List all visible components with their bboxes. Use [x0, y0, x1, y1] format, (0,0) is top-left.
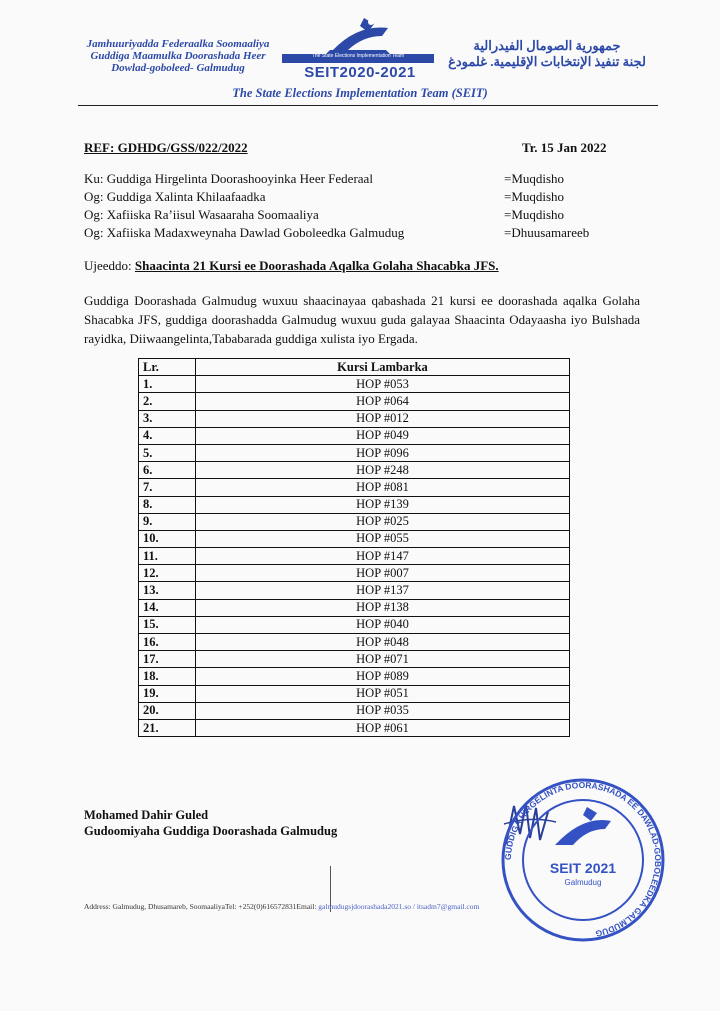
- seat-code: HOP #139: [196, 496, 570, 513]
- header-left-line-1: Jamhuuriyadda Federaalka Soomaaliya: [86, 38, 270, 50]
- table-row: [139, 702, 570, 719]
- official-seal-icon: [483, 775, 683, 945]
- subject-label: Ujeeddo:: [84, 258, 132, 273]
- recipient-location: =Muqdisho: [504, 189, 565, 204]
- table-row: [139, 427, 570, 444]
- seat-code: HOP #051: [196, 685, 570, 702]
- body-paragraph: Guddiga Doorashada Galmudug wuxuu shaacinayaa qabashada 21 kursi ee doorashada aqalka Golaha Shacabka JFS, guddiga doorashadda Galmudug wuxuu guda galayaa Shaacinta Odayaasha iyo Bulshada rayidka, Diiwaangelinta,Tababarada guddiga xulista iyo Ergada.: [84, 293, 640, 346]
- subject-line: [84, 258, 499, 274]
- recipient-text: Og: Xafiiska Madaxweynaha Dawlad Goboleedka Galmudug: [84, 225, 405, 240]
- seat-code: HOP #053: [196, 376, 570, 393]
- table-row: [139, 479, 570, 496]
- reference-number: REF: GDHDG/GSS/022/2022: [84, 140, 248, 155]
- row-number: 10.: [139, 530, 196, 547]
- seat-code: HOP #089: [196, 668, 570, 685]
- signatory-title: Gudoomiyaha Guddiga Doorashada Galmudug: [84, 824, 338, 838]
- recipient-text: Og: Xafiiska Ra’iisul Wasaaraha Soomaaliya: [84, 207, 319, 222]
- table-row: [139, 462, 570, 479]
- footer-email-link[interactable]: galmudugsjdoorashada2021.so / itsadm7@gmail.com: [318, 902, 480, 911]
- table-row: [139, 376, 570, 393]
- table-row: [139, 496, 570, 513]
- seal-title: SEIT 2021: [549, 860, 617, 876]
- table-row: [139, 668, 570, 685]
- table-header-row: [139, 359, 570, 376]
- row-number: 16.: [139, 634, 196, 651]
- column-header-seat: Kursi Lambarka: [196, 359, 570, 376]
- row-number: 3.: [139, 410, 196, 427]
- row-number: 2.: [139, 393, 196, 410]
- footer-address: Address: Galmudug, Dhusamareb, SoomaaliyaTel: +252(0)616572831Email:: [84, 902, 317, 911]
- table-row: [139, 444, 570, 461]
- row-number: 4.: [139, 427, 196, 444]
- table-row: [139, 548, 570, 565]
- row-number: 19.: [139, 685, 196, 702]
- row-number: 17.: [139, 651, 196, 668]
- row-number: 11.: [139, 548, 196, 565]
- row-number: 9.: [139, 513, 196, 530]
- seat-code: HOP #025: [196, 513, 570, 530]
- table-row: [139, 530, 570, 547]
- seat-code: HOP #035: [196, 702, 570, 719]
- signatory-name: Mohamed Dahir Guled: [84, 808, 209, 822]
- row-number: 15.: [139, 616, 196, 633]
- column-header-number: Lr.: [139, 359, 196, 376]
- seat-code: HOP #012: [196, 410, 570, 427]
- recipient-row: [84, 206, 644, 224]
- seat-code: HOP #040: [196, 616, 570, 633]
- logo-strip: The State Elections Implementation Team: [282, 54, 434, 63]
- seat-code: HOP #137: [196, 582, 570, 599]
- row-number: 21.: [139, 719, 196, 736]
- footer-contact: [84, 902, 479, 911]
- seal-ring-text: GUDDIGA HIRGELINTA DOORASHADA EE DAWLAD-GOBOLEEDKA GALMUDUG: [502, 779, 664, 939]
- header-right-block: [432, 38, 662, 70]
- row-number: 6.: [139, 462, 196, 479]
- table-row: [139, 685, 570, 702]
- seats-table: [138, 358, 570, 737]
- row-number: 5.: [139, 444, 196, 461]
- table-row: [139, 719, 570, 736]
- table-row: [139, 616, 570, 633]
- table-row: [139, 410, 570, 427]
- row-number: 12.: [139, 565, 196, 582]
- row-number: 18.: [139, 668, 196, 685]
- seat-code: HOP #138: [196, 599, 570, 616]
- seat-code: HOP #061: [196, 719, 570, 736]
- seat-code: HOP #081: [196, 479, 570, 496]
- row-number: 13.: [139, 582, 196, 599]
- seat-code: HOP #248: [196, 462, 570, 479]
- row-number: 14.: [139, 599, 196, 616]
- row-number: 1.: [139, 376, 196, 393]
- table-row: [139, 393, 570, 410]
- header-divider: [78, 105, 658, 106]
- seat-code: HOP #048: [196, 634, 570, 651]
- subject-text: Shaacinta 21 Kursi ee Doorashada Aqalka Golaha Shacabka JFS.: [134, 258, 499, 273]
- header-right-line-1: جمهورية الصومال الفيدرالية: [473, 38, 621, 53]
- header-subtitle: The State Elections Implementation Team (SEIT): [232, 86, 488, 100]
- recipient-row: [84, 170, 644, 188]
- letter-date: Tr. 15 Jan 2022: [522, 140, 607, 155]
- recipient-text: Og: Guddiga Xalinta Khilaafaadka: [84, 189, 266, 204]
- table-row: [139, 513, 570, 530]
- header-left-block: [78, 38, 278, 74]
- recipient-text: Ku: Guddiga Hirgelinta Doorashooyinka Heer Federaal: [84, 171, 373, 186]
- recipient-location: =Dhuusamareeb: [504, 225, 590, 240]
- seat-code: HOP #096: [196, 444, 570, 461]
- row-number: 7.: [139, 479, 196, 496]
- table-row: [139, 651, 570, 668]
- table-row: [139, 634, 570, 651]
- table-row: [139, 582, 570, 599]
- recipient-row: [84, 188, 644, 206]
- seat-code: HOP #007: [196, 565, 570, 582]
- header-right-line-2: لجنة تنفيذ الإنتخابات الإقليمية. غلمودغ: [448, 54, 646, 69]
- seat-code: HOP #049: [196, 427, 570, 444]
- seat-code: HOP #147: [196, 548, 570, 565]
- row-number: 8.: [139, 496, 196, 513]
- recipients-list: [84, 170, 644, 242]
- seat-code: HOP #055: [196, 530, 570, 547]
- table-row: [139, 599, 570, 616]
- recipient-row: [84, 224, 644, 242]
- table-body: [139, 376, 570, 737]
- recipient-location: =Muqdisho: [504, 207, 565, 222]
- logo-title: SEIT2020-2021: [304, 64, 416, 81]
- seat-code: HOP #064: [196, 393, 570, 410]
- table-row: [139, 565, 570, 582]
- seat-code: HOP #071: [196, 651, 570, 668]
- row-number: 20.: [139, 702, 196, 719]
- header-left-line-3: Dowlad-goboleed- Galmudug: [111, 62, 245, 74]
- header-left-line-2: Guddiga Maamulka Doorashada Heer: [90, 50, 266, 62]
- seal-subtitle: Galmudug: [564, 878, 602, 887]
- recipient-location: =Muqdisho: [504, 171, 565, 186]
